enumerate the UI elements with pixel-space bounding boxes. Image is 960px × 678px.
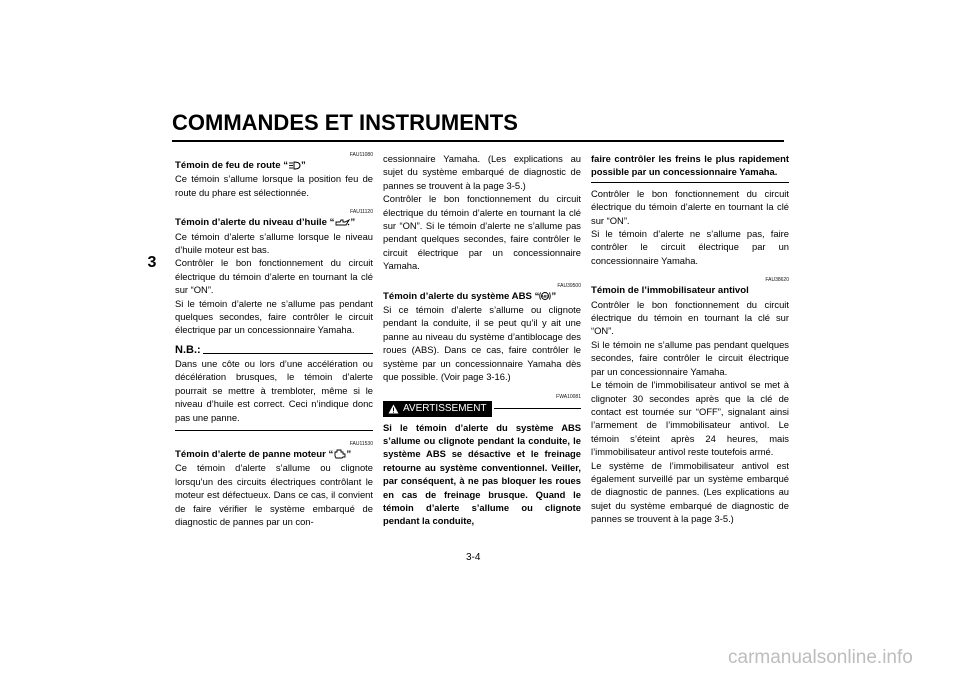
section-code: FWA10081 — [556, 393, 581, 400]
section-heading-engine — [175, 448, 373, 461]
heading-text: Témoin d’alerte du système ABS “ — [383, 290, 540, 302]
section-heading-immobilizer: Témoin de l’immobilisateur antivol — [591, 285, 749, 297]
warning-rule — [494, 408, 581, 409]
paragraph: cessionnaire Yamaha. (Les explications au sujet du système embarqué de diagnostic de pannes se trouvent à la page 3-5.) — [383, 153, 581, 191]
abs-icon — [539, 291, 551, 301]
paragraph: Ce témoin d’alerte s’allume ou clignote lorsqu’un des circuits électriques contrôlant le moteur est défectueux. Dans ce cas, il convient de faire vérifier le système embarqué de diagnostic de pannes par un con- — [175, 462, 373, 527]
paragraph: Si le témoin d’alerte ne s’allume pas, faire contrôler le circuit électrique par un concessionnaire Yamaha. — [591, 228, 789, 266]
section-code: FAU38620 — [765, 277, 789, 284]
warning-label: AVERTISSEMENT — [403, 402, 487, 414]
engine-icon — [333, 449, 346, 459]
note-header — [175, 343, 373, 357]
paragraph: Contrôler le bon fonctionnement du circuit électrique du témoin d’alerte en tournant la clé sur “ON”. — [591, 187, 789, 226]
oil-can-icon — [334, 218, 350, 227]
column-2 — [383, 152, 581, 528]
heading-text: ” — [551, 290, 557, 302]
warning-text-continued: faire contrôler les freins le plus rapidement possible par un concessionnaire Yamaha. — [591, 153, 789, 178]
page-title: COMMANDES ET INSTRUMENTS — [172, 110, 518, 135]
section-code: FAU11120 — [350, 209, 373, 216]
heading-text: ” — [350, 217, 356, 229]
header-rule — [172, 140, 784, 142]
watermark: carmanualsonline.info — [728, 647, 913, 668]
section-heading-oil — [175, 216, 373, 229]
svg-text:ABS: ABS — [541, 294, 550, 299]
warning-triangle-icon — [388, 404, 399, 414]
paragraph: Ce témoin d’alerte s’allume lorsque le niveau d’huile moteur est bas. — [175, 230, 373, 256]
warning-end-rule — [591, 182, 789, 183]
high-beam-icon — [288, 161, 301, 170]
paragraph: Le système de l’immobilisateur antivol est également surveillé par un système embarqué de diagnostic de pannes. (Les explications au sujet du système embarqué de diagnostic de pannes se trouvent à la page 3-5.) — [591, 459, 789, 525]
column-3 — [591, 152, 789, 526]
paragraph: Contrôler le bon fonctionnement du circuit électrique du témoin d’alerte en tournant la clé sur “ON”. Si le témoin d’alerte ne s’allume pas pendant quelques secondes, faire contrôler le circuit électrique par un concessionnaire Yamaha. — [383, 193, 581, 272]
paragraph: Contrôler le bon fonctionnement du circuit électrique du témoin d’alerte en tournant la clé sur “ON”. — [175, 257, 373, 296]
warning-badge — [383, 401, 492, 417]
column-1 — [175, 152, 373, 528]
heading-text: ” — [301, 160, 306, 171]
warning-header — [383, 401, 581, 417]
section-heading-high-beam — [175, 159, 373, 172]
page-number: 3-4 — [466, 552, 481, 563]
section-code: FAU39500 — [557, 282, 581, 289]
paragraph: Si ce témoin d’alerte s’allume ou clignote pendant la conduite, il se peut qu’il y ait une panne au niveau du système d’antiblocage des roues (ABS). Dans ce cas, faire contrôler le système par un concessionnaire Yamaha dès que possible. (Voir page 3-16.) — [383, 304, 581, 383]
section-heading-abs — [383, 290, 581, 303]
paragraph: Le témoin de l’immobilisateur antivol se met à clignoter 30 secondes après que la clé de contact est tournée sur “OFF”, signalant ainsi l’armement de l’immobilisateur antivol. Le témoin s’éteint après 24 heures, mais l’immobilisateur antivol reste toutefois armé. — [591, 379, 789, 458]
paragraph: Ce témoin s’allume lorsque la position feu de route du phare est sélectionnée. — [175, 173, 373, 198]
heading-text: Témoin de feu de route “ — [175, 160, 289, 171]
section-code: FAU11080 — [349, 152, 373, 158]
section-code: FAU11530 — [349, 440, 373, 447]
note-rule — [203, 353, 373, 354]
chapter-number: 3 — [147, 254, 157, 271]
paragraph: Contrôler le bon fonctionnement du circuit électrique du témoin en tournant la clé sur “ON”. — [591, 298, 789, 337]
heading-text: ” — [346, 448, 352, 460]
heading-text: Témoin d’alerte de panne moteur “ — [175, 448, 334, 460]
warning-text: Si le témoin d’alerte du système ABS s’allume ou clignote pendant la conduite, le système ABS se désactive et le freinage retourne au système conventionnel. Veiller, par conséquent, à ne pas bloquer les roues en cas de freinage brusque. Quand le témoin d’alerte s’allume ou clignote pendant la conduite, — [383, 421, 581, 527]
note-text: Dans une côte ou lors d’une accélération ou décélération brusques, le témoin d’alerte pourrait se mettre à trembloter, même si le niveau d’huile est correct. Ceci n’indique donc pas une panne. — [175, 357, 373, 423]
heading-text: Témoin d’alerte du niveau d’huile “ — [175, 217, 335, 229]
note-body — [175, 357, 373, 431]
note-label: N.B.: — [175, 343, 201, 356]
paragraph: Si le témoin d’alerte ne s’allume pas pendant quelques secondes, faire contrôler le circuit électrique par un concessionnaire Yamaha. — [175, 297, 373, 336]
paragraph: Si le témoin ne s’allume pas pendant quelques secondes, faire contrôler le circuit électrique par un concessionnaire Yamaha. — [591, 338, 789, 377]
